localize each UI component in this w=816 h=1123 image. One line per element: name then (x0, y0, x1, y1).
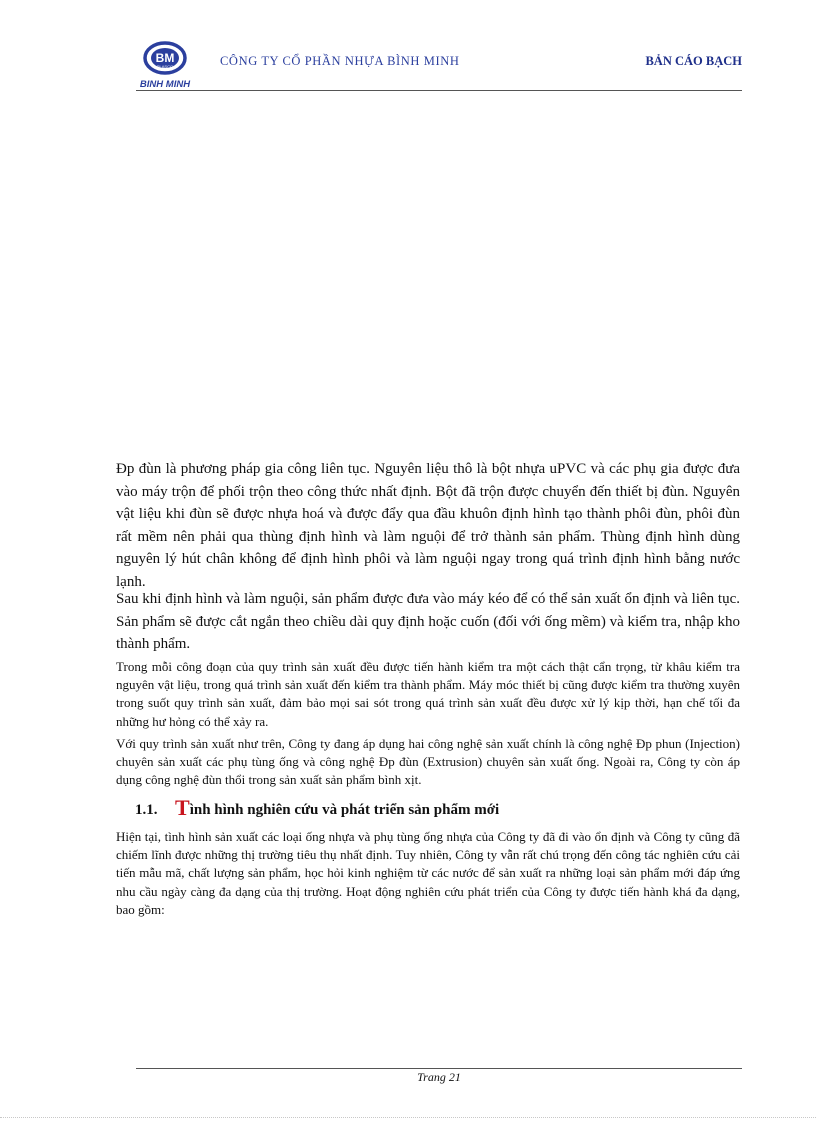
paragraph-cooling-cutting: Sau khi định hình và làm nguội, sản phẩm được đưa vào máy kéo để có thể sản xuất ổn định và liên tục. Sản phẩm sẽ được cắt ngắn theo chiều dài quy định hoặc cuốn (đối với ống mềm) và kiểm tra, nhập kho thành phẩm. (116, 591, 740, 652)
section-number: 1.1. (135, 802, 158, 818)
footer-divider (136, 1068, 742, 1069)
section-title: ình hình nghiên cứu và phát triển sản phẩm mới (189, 802, 500, 818)
page-number: Trang 21 (417, 1070, 461, 1084)
paragraph-extrusion-process: Ðp đùn là phương pháp gia công liên tục. Nguyên liệu thô là bột nhựa uPVC và các phụ gia được đưa vào máy trộn để phối trộn theo công thức nhất định. Bột đã trộn được chuyển đến thiết bị đùn. Nguyên vật liệu khi đùn sẽ được nhựa hoá và được đẩy qua đầu khuôn định hình tạo thành phôi đùn, phôi đùn rất mềm nên phải qua thùng định hình và làm nguội để trở thành sản phẩm. Thùng định hình dùng nguyên lý hút chân không để định hình phôi và làm nguội ngay trong quá trình định hình bằng nước lạnh. (116, 461, 740, 590)
binh-minh-logo (136, 40, 196, 90)
company-name: CÔNG TY CỔ PHẦN NHỰA BÌNH MINH (220, 54, 460, 68)
document-title: BẢN CÁO BẠCH (645, 54, 742, 68)
paragraph-quality-control: Trong mỗi công đoạn của quy trình sản xuất đều được tiến hành kiểm tra một cách thật cẩn trọng, từ khâu kiểm tra nguyên vật liệu, trong quá trình sản xuất đến kiểm tra thành phẩm. Máy móc thiết bị cũng được kiểm tra thường xuyên trong suốt quy trình sản xuất, đảm bảo mọi sai sót trong quá trình sản xuất đều được xử lý kịp thời, hạn chế tối đa những hư hỏng có thể xảy ra. (116, 659, 740, 729)
logo-caption: BINH MINH (139, 79, 191, 90)
section-heading (135, 795, 499, 821)
header-divider (136, 90, 742, 91)
section-title-initial: T (175, 795, 190, 820)
paragraph-technologies: Với quy trình sản xuất như trên, Công ty đang áp dụng hai công nghệ sản xuất chính là công nghệ Ðp phun (Injection) chuyên sản xuất các phụ tùng ống và công nghệ Ðp đùn (Extrusion) chuyên sản xuất ống. Ngoài ra, Công ty còn áp dụng công nghệ đùn thổi trong sản xuất sản phẩm bình xịt. (116, 736, 740, 788)
page-edge-divider (0, 1117, 816, 1118)
logo-text: BM (155, 51, 175, 65)
logo-subtext: PLASCO (156, 64, 174, 69)
paragraph-research-development: Hiện tại, tình hình sản xuất các loại ống nhựa và phụ tùng ống nhựa của Công ty đã đi vào ổn định và Công ty cũng đã chiếm lĩnh được những thị trường tiêu thụ nhất định. Tuy nhiên, Công ty vẫn rất chú trọng đến công tác nghiên cứu cải tiến mẫu mã, chất lượng sản phẩm, học hỏi kinh nghiệm từ các nước để sản xuất ra những loại sản phẩm mới đáp ứng nhu cầu ngày càng đa dạng của thị trường. Hoạt động nghiên cứu phát triển của Công ty được tiến hành khá đa dạng, bao gồm: (116, 829, 740, 917)
page-header (136, 40, 742, 90)
